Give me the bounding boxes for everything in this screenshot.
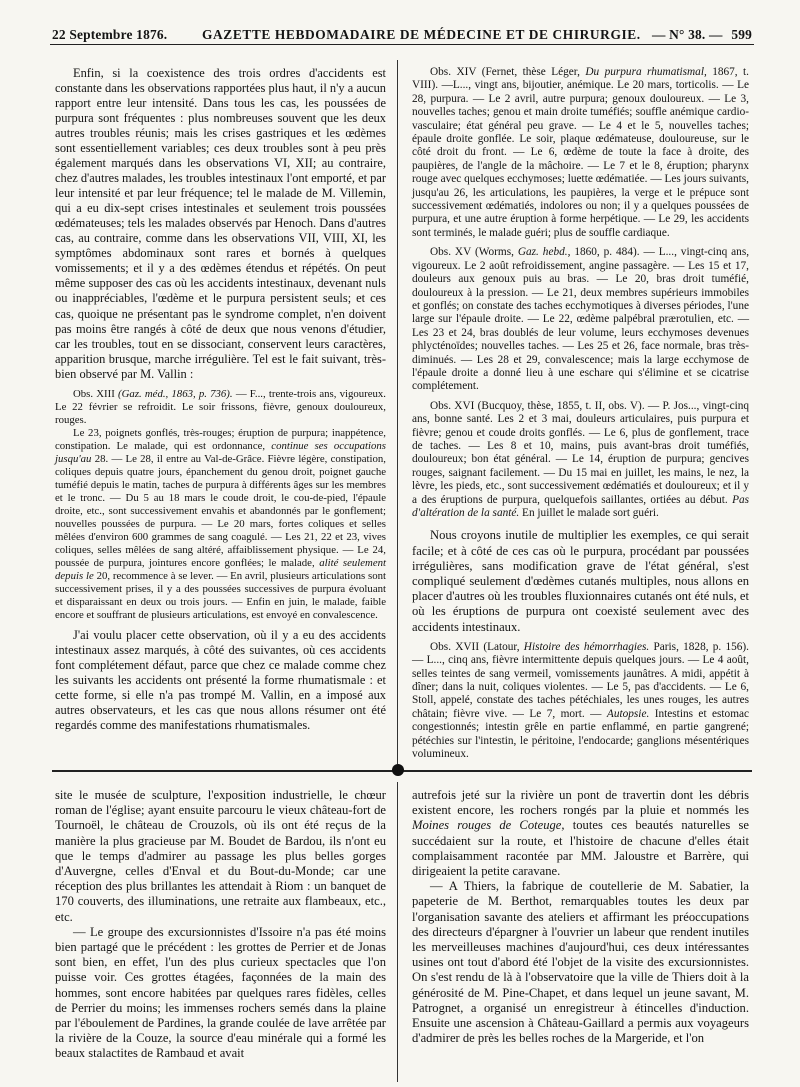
obs-text: 20, recommence à se lever. — En avril, plusieurs articulations sont successivement prises, il y a des poussées successives de purpura évoluant et disparaissant en deux ou trois jours. — Enfin en juin, le malade, faible encore et souffrant de plusieurs articulations, est envoyé en convalescence. [55, 569, 386, 621]
observation-14 [412, 66, 749, 240]
obs-source: 1860, p. 484). [574, 246, 640, 259]
obs-italic: Pas d'altération de la santé. [412, 493, 750, 519]
obs-source: (Fernet, thèse Léger, [481, 66, 580, 78]
obs-label: Obs. XVI [430, 399, 475, 412]
paragraph: Nous croyons inutile de multiplier les exemples, ce qui serait facile; et à côté de ces cas où le purpura, procédant par poussées irrégulières, sans modification grave de l'état général, s'est compliqué seulement d'œdèmes cutanés multiples, nous allons en placer d'autres où les troubles fluxionnaires cutanés ont été nuls, et où les éruptions de purpura ont coexisté seulement avec des accidents intestinaux. [412, 528, 749, 634]
obs-text: Intestins et estomac congestionnés; intestin grêle en partie enflammé, en partie gangrené; pétéchies sur l'intestin, le péritoine, l'endocarde; ganglions mésentériques volumineux. [412, 707, 750, 761]
obs-source: (Gaz. méd., 1863, p. 736). [118, 387, 233, 400]
obs-source-title: Du purpura rhumatismal, [585, 66, 707, 78]
obs-label: Obs. XIII [73, 387, 115, 400]
observation-15 [412, 246, 749, 393]
obs-italic: alité seulement depuis le [55, 556, 386, 582]
obs-source-title: Gaz. hebd., [517, 246, 571, 259]
obs-italic: Autopsie. [606, 707, 650, 720]
column-3 [55, 788, 386, 1062]
obs-source: (Bucquoy, thèse, 1855, t. II, obs. V). [477, 399, 645, 412]
obs-italic: continue ses occupations jusqu'au [55, 439, 386, 465]
paragraph: Enfin, si la coexistence des trois ordres d'accidents est constante dans les observations rapportées plus haut, il n'y a aucun rapport entre leur intensité. Dans tous les cas, les poussées de purpura sont fréquentes : plus nombreuses souvent que les deux autres troubles réunis; mais les crises gastriques et les œdèmes sont essentiellement variables; ces deux troubles sont à peu près également marqués dans les observations VI, XII; au contraire, chez d'autres malades, les troubles intestinaux l'ont emporté, et par leur intensité et par leur fréquence; tel le malade de M. Villemin, qui a eu dix-sept crises intestinales et seulement trois poussées œdémateuses; tels les malades observés par Henoch. Dans d'autres cas, au contraire, comme dans les observations VII, VIII, XI, les symptômes abdominaux sont rares et bornés à quelques vomissements; et il y a des œdèmes étendus et répétés. On peut même supposer des cas où les accidents intestinaux, devenant nuls ou inappréciables, l'œdème et le purpura persistent seuls; et ces cas, quoique ne présentant pas le syndrome complet, n'en doivent pas moins être rangés à côté de deux que nous venons d'étudier, car les troubles, tout en se dissociant, conservent leurs caractères, apparition brusque, marche irrégulière. Tel est le fait suivant, très-bien observé par M. Vallin : [55, 66, 386, 381]
column-rule-bottom [397, 782, 398, 1082]
column-4 [412, 788, 749, 1046]
obs-text: En juillet le malade sort guéri. [522, 507, 659, 519]
obs-text: — L..., vingt-cinq ans, vigoureux. Le 2 août refroidissement, angine passagère. — Les 15 et 17, douleurs aux genoux puis au bras. — Le 20, bras droit tuméfié, douloureux à la pression. — Le 21, deux membres supérieurs immobiles et gonflés; on constate des taches ecchymotiques à diverses périodes, l'une large sur l'épaule droite. — Le 22, œdème palpébral prærotulien, etc. — Les 23 et 24, bras doublés de leur volume, leurs ecchymoses devenues phlycténoïdes; nouvelles taches. — Les 25 et 26, face normale, bras très-diminués. — Les 28 et 29, convalescence; mais la large ecchymose de l'épaule droite a donné lieu à une eschare qui s'élimine et se cicatrise complétement. [412, 246, 750, 393]
paragraph: J'ai voulu placer cette observation, où il y a eu des accidents intestinaux assez marqués, à côté des suivantes, où ces accidents font complétement défaut, parce que chez ce malade comme chez les suivants les accidents ont présenté la forme rhumatismale : et cette forme, si elle n'a pas trompé M. Vallin, en a imposé aux autres observateurs, et les cas que nous allons résumer ont été regardés comme des manifestations rhumatismales. [55, 627, 386, 732]
observation-13 [55, 388, 386, 427]
obs-label: Obs. XV [430, 246, 472, 259]
obs-source: (Worms, [474, 246, 514, 259]
obs-source: (Latour, [483, 640, 520, 653]
column-rule-top [397, 60, 398, 764]
observation-16 [412, 400, 749, 521]
column-1 [55, 66, 386, 733]
text: toutes ces beautés naturelles se succédaient sur la route, et l'histoire de chacune d'elles était complaisamment racontée par MM. Jaloustre et Barrère, qui dirigeaient la petite caravane. [412, 818, 749, 879]
obs-source-title: Histoire des hémorrhagies. [523, 640, 650, 653]
obs-source: Paris, 1828, p. 156). [653, 640, 749, 653]
obs-text: — L..., cinq ans, fièvre intermittente depuis quelques jours. — Le 4 août, selles teintes de sang vermeil, vomissements jaunâtres. A midi, appétit à dîner; dans la nuit, coliques violentes. — Le 5, pas d'accidents. — Le 6, Stoll, appelé, constate des taches pétéchiales, les unes rouges, les autres châtain; fièvre vive. — Le 7, mort. — [412, 654, 749, 720]
paragraph: — A Thiers, la fabrique de coutellerie de M. Sabatier, la papeterie de M. Berthot, remarquables toutes les deux par l'organisation savante des ateliers et affirmant les préoccupations des directeurs d'épargner à l'ouvrier un labeur que rendent inutiles les merveilleuses machines d'aujourd'hui, ces deux intéressantes usines ont tout d'abord été l'objet de la visite des excursionnistes. On s'est rendu de là à l'observatoire que la ville de Thiers doit à la générosité de M. Pine-Chapet, et dans lequel un jeune savant, M. Patrognet, a organisé un enregistreur à étincelles d'induction. Ensuite une ascension à Château-Gaillard a permis aux voyageurs d'admirer de près les belles roches de la Margeride, et l'on [412, 879, 749, 1046]
text: autrefois jeté sur la rivière un pont de travertin dont les débris existent encore, les rochers rongés par la pluie et nommés les [412, 788, 749, 818]
header-date: 22 Septembre 1876. [52, 27, 168, 42]
paragraph [412, 788, 749, 879]
journal-title: GAZETTE HEBDOMADAIRE DE MÉDECINE ET DE CHIRURGIE. [202, 27, 641, 42]
observation-13-cont [55, 427, 386, 622]
paragraph: — Le groupe des excursionnistes d'Issoire n'a pas été moins bien partagé que le précédent : les grottes de Perrier et de Jonas sont bien, en effet, l'un des plus curieux spectacles que l'on puisse voir. Ces grottes étagées, façonnées de la main des hommes, sont encore habitées par quelques rares fidèles, celles de Perrier du moins; les immenses rochers semés dans la plaine par l'éboulement de Pardines, la grande coulée de lave arrêtée par la rivière de la Couze, la source d'eau minérale qui a formé les beaux stalactites de Rambaud et avait [55, 924, 386, 1061]
obs-text: 28. — Le 28, il entre au Val-de-Grâce. Fièvre légère, constipation, coliques depuis quatre jours, épanchement du genou droit, poignet gauche tuméfié depuis le matin, taches de purpura à différents âges sur les membres et le tronc. — Du 5 au 18 mars le coude droit, le cou-de-pied, l'épaule droite, etc., sont successivement envahis et abandonnés par le gonflement; nouvelles poussées de purpura. — Le 20 mars, fortes coliques et selles mêlées d'environ 600 grammes de sang coagulé. — Les 21, 22 et 23, vives coliques, selles mêlées de sang altéré, affaiblissement physique. — Le 24, poussée de purpura, jointures encore gonflées; le malade, [55, 452, 386, 569]
issue-number: — N° 38. — [652, 27, 723, 42]
obs-text: — F..., trente-trois ans, vigoureux. Le 22 février se refroidit. Le soir frissons, fièvre, genoux douloureux, rouges. [55, 387, 386, 426]
obs-label: Obs. XIV [430, 66, 477, 78]
column-2 [412, 66, 749, 761]
obs-text: — P. Jos..., vingt-cinq ans, bonne santé. Les 2 et 3 mai, douleurs articulaires, puis purpura et fièvre; genou et coude droits gonflés. — Le 6, plus de gonflement, trace de taches. — Les 8 et 10, mains, puis avant-bras droit tuméfiés, douloureux; bon état général. — Le 14, éruption de purpura; gencives rouges, saignant facilement. — Du 15 mai en juillet, les mains, le nez, la lèvre, les pieds, etc., sont successivement œdématiés et douloureux; et il y a des éruptions de purpura, quelquefois saillantes, ortiées au début. [412, 399, 750, 506]
obs-text: Le 23, poignets gonflés, très-rouges; éruption de purpura; inappétence, constipation. Le malade, qui est ordonnance, [55, 426, 386, 452]
observation-17 [412, 641, 749, 762]
divider-ornament [392, 764, 404, 776]
page-number: 599 [731, 27, 752, 42]
obs-text: —L..., vingt ans, bijoutier, anémique. Le 20 mars, torticolis. — Le 28, purpura. — Le 2 avril, autre purpura; genoux douloureux. — Le 3, nouvelles taches; genou et main droite tuméfiés; souffle anémique cardio-vasculaire; état général peu grave. — Le 4 et le 5, nouvelles taches; épaule droite gonflée. Le soir, plaque œdémateuse, douloureuse, sur le côté droit du front. — Le 6, œdème de toute la face à droite, des paupières, de l'angle de la mâchoire. — Le 7 et le 8, éruption; pharynx rouge avec quelques ecchymoses; luette œdématiée. — Les jours suivants, jusqu'au 26, les articulations, les paupières, la verge et le prépuce sont successivement œdématiés, indolores ou non; il y a quelques poussées de purpura, et une autre éruption à forme herpétique. — Le 29, les accidents sont terminés, le malade guéri; plus de souffle cardiaque. [412, 79, 750, 239]
obs-label: Obs. XVII [430, 640, 480, 653]
obs-source: 1867, t. VIII). [412, 66, 749, 92]
paragraph: site le musée de sculpture, l'exposition industrielle, le chœur roman de l'église; ayant ensuite parcouru le vieux château-fort de Tournoël, le château de Crouzols, où ils ont été reçus de la manière la plus gracieuse par M. Boudet de Bardou, ils n'ont eu que le temps d'admirer au passage les plus belles gorges d'Auvergne, celles d'Enval et du Bout-du-Monde; car une réception des plus brillantes les attendait à Riom : un banquet de 170 couverts, des illuminations, une retraite aux flambeaux, etc., etc. [55, 788, 386, 924]
header-rule [50, 44, 754, 45]
italic-name: Moines rouges de Coteuge, [412, 818, 565, 833]
